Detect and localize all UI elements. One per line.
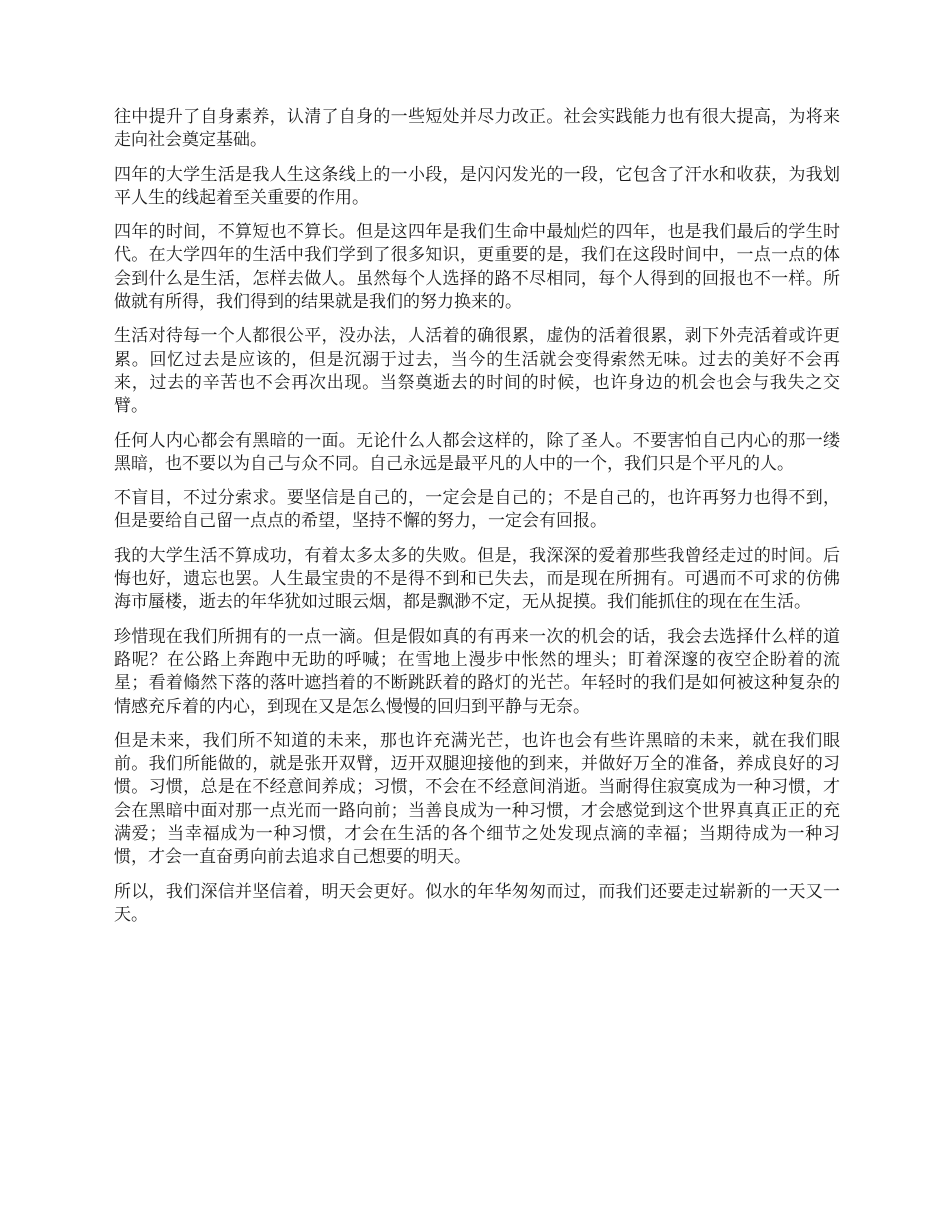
paragraph-1: 往中提升了自身素养，认清了自身的一些短处并尽力改正。社会实践能力也有很大提高，为将来走向社会奠定基础。 — [114, 107, 840, 151]
paragraph-9: 但是未来，我们所不知道的未来，那也许充满光芒，也许也会有些许黑暗的未来，就在我们眼前。我们所能做的，就是张开双臂，迈开双腿迎接他的到来，并做好万全的准备，养成良好的习惯。习惯，总是在不经意间养成；习惯，不会在不经意间消逝。当耐得住寂寞成为一种习惯，才会在黑暗中面对那一点光而一路向前；当善良成为一种习惯，才会感觉到这个世界真真正正的充满爱；当幸福成为一种习惯，才会在生活的各个细节之处发现点滴的幸福；当期待成为一种习惯，才会一直奋勇向前去追求自己想要的明天。 — [114, 730, 840, 868]
paragraph-6: 不盲目，不过分索求。要坚信是自己的，一定会是自己的；不是自己的，也许再努力也得不到，但是要给自己留一点点的希望，坚持不懈的努力，一定会有回报。 — [114, 488, 840, 532]
paragraph-3: 四年的时间，不算短也不算长。但是这四年是我们生命中最灿烂的四年，也是我们最后的学生时代。在大学四年的生活中我们学到了很多知识，更重要的是，我们在这段时间中，一点一点的体会到什么是生活，怎样去做人。虽然每个人选择的路不尽相同，每个人得到的回报也不一样。所做就有所得，我们得到的结果就是我们的努力换来的。 — [114, 222, 840, 313]
paragraph-10: 所以，我们深信并坚信着，明天会更好。似水的年华匆匆而过，而我们还要走过崭新的一天又一天。 — [114, 881, 840, 925]
document-body — [114, 106, 840, 938]
paragraph-7: 我的大学生活不算成功，有着太多太多的失败。但是，我深深的爱着那些我曾经走过的时间。后悔也好，遗忘也罢。人生最宝贵的不是得不到和已失去，而是现在所拥有。可遇而不可求的仿佛海市蜃楼，逝去的年华犹如过眼云烟，都是飘渺不定，无从捉摸。我们能抓住的现在在生活。 — [114, 545, 840, 613]
paragraph-5: 任何人内心都会有黑暗的一面。无论什么人都会这样的，除了圣人。不要害怕自己内心的那一缕黑暗，也不要以为自己与众不同。自己永远是最平凡的人中的一个，我们只是个平凡的人。 — [114, 430, 840, 474]
paragraph-8: 珍惜现在我们所拥有的一点一滴。但是假如真的有再来一次的机会的话，我会去选择什么样的道路呢？在公路上奔跑中无助的呼喊；在雪地上漫步中怅然的埋头；盯着深邃的夜空企盼着的流星；看着翛然下落的落叶遮挡着的不断跳跃着的路灯的光芒。年轻时的我们是如何被这种复杂的情感充斥着的内心，到现在又是怎么慢慢的回归到平静与无奈。 — [114, 626, 840, 717]
paragraph-2: 四年的大学生活是我人生这条线上的一小段，是闪闪发光的一段，它包含了汗水和收获，为我划平人生的线起着至关重要的作用。 — [114, 164, 840, 208]
paragraph-4: 生活对待每一个人都很公平，没办法，人活着的确很累，虚伪的活着很累，剥下外壳活着或许更累。回忆过去是应该的，但是沉溺于过去，当今的生活就会变得索然无味。过去的美好不会再来，过去的辛苦也不会再次出现。当祭奠逝去的时间的时候，也许身边的机会也会与我失之交臂。 — [114, 326, 840, 417]
